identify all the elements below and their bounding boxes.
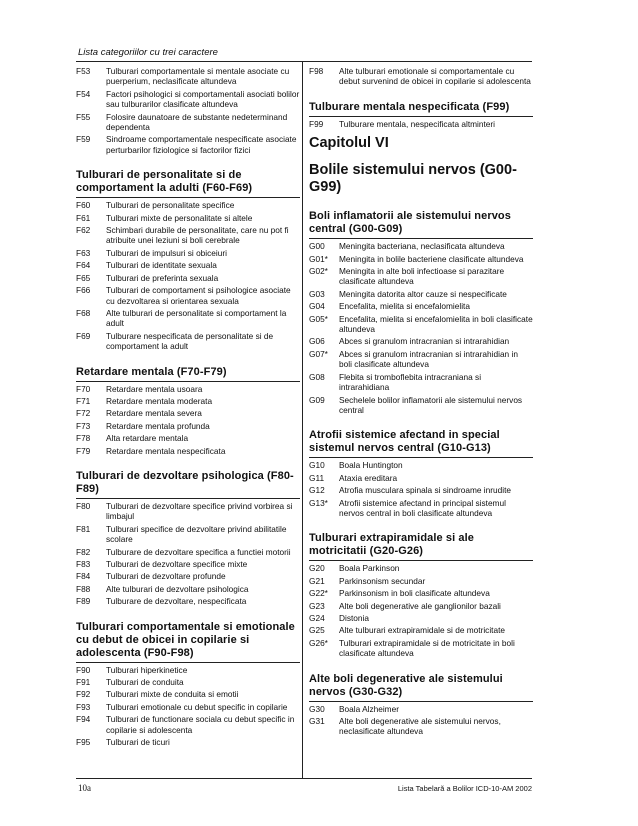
category-description: Parkinsonism secundar bbox=[339, 575, 426, 586]
category-code: F63 bbox=[76, 247, 91, 258]
category-entry bbox=[309, 395, 533, 416]
section-rule bbox=[76, 197, 300, 198]
category-entry bbox=[309, 301, 533, 311]
category-entry bbox=[309, 349, 533, 370]
category-entry bbox=[76, 571, 300, 581]
category-description: Tulburare de dezvoltare specifica a functiei motorii bbox=[106, 546, 291, 557]
chapter-title: Bolile sistemului nervos (G00-G99) bbox=[309, 162, 517, 196]
category-code: F94 bbox=[76, 714, 91, 725]
category-code: F82 bbox=[76, 546, 91, 557]
category-description: Tulburare de dezvoltare, nespecificata bbox=[106, 596, 247, 607]
category-code: F53 bbox=[76, 66, 91, 76]
category-description: Tulburari de comportament si psihologice asociate cu dezvoltarea si orientarea sexuala bbox=[106, 285, 291, 306]
category-description: Meningita in alte boli infectioase si parazitare clasificate altundeva bbox=[339, 266, 505, 287]
category-entry bbox=[76, 285, 300, 306]
category-code: F90 bbox=[76, 664, 91, 675]
category-code: F93 bbox=[76, 701, 91, 712]
category-description: Tulburari mixte de conduita si emotii bbox=[106, 689, 239, 700]
category-description: Meningita datorita altor cauze si nespecificate bbox=[339, 288, 507, 299]
category-entry bbox=[76, 260, 300, 270]
category-entry bbox=[309, 601, 533, 611]
category-code: G25 bbox=[309, 625, 325, 636]
category-description: Sindroame comportamentale nespecificate asociate perturbarilor fiziologice si factorilor fizici bbox=[106, 134, 297, 155]
category-description: Encefalita, mielita si encefalomielita bbox=[339, 301, 470, 312]
category-entry bbox=[76, 596, 300, 606]
category-description: Meningita in bolile bacteriene clasificate altundeva bbox=[339, 253, 524, 264]
category-entry bbox=[309, 314, 533, 335]
category-code: G24 bbox=[309, 612, 325, 623]
category-description: Tulburari specifice de dezvoltare privind abilitatile scolare bbox=[106, 523, 287, 545]
category-entry bbox=[76, 213, 300, 223]
category-entry bbox=[76, 665, 300, 675]
category-description: Retardare mentala severa bbox=[106, 408, 202, 419]
category-code: F64 bbox=[76, 260, 91, 271]
category-description: Tulburari de conduita bbox=[106, 677, 184, 688]
section-rule bbox=[76, 381, 300, 382]
category-entry bbox=[309, 254, 533, 264]
category-code: F65 bbox=[76, 272, 91, 283]
category-description: Ataxia ereditara bbox=[339, 472, 398, 483]
category-code: G23 bbox=[309, 600, 325, 611]
category-code: G01* bbox=[309, 253, 328, 264]
section-heading: Atrofii sistemice afectand in special sistemul nervos central (G10-G13) bbox=[309, 429, 500, 455]
category-entry bbox=[309, 473, 533, 483]
category-entry bbox=[309, 266, 533, 287]
section-heading: Tulburari comportamentale si emotionale cu debut de obicei in copilarie si adolescenta (F90-F98) bbox=[76, 620, 295, 659]
category-code: G11 bbox=[309, 472, 325, 483]
category-entry bbox=[76, 714, 300, 735]
header-rule bbox=[76, 61, 532, 62]
category-description: Tulburare nespecificata de personalitate si de comportament la adult bbox=[106, 330, 274, 352]
category-code: F73 bbox=[76, 420, 91, 431]
category-code: G09 bbox=[309, 394, 325, 405]
category-entry bbox=[76, 331, 300, 352]
category-entry bbox=[309, 704, 533, 714]
category-entry bbox=[76, 584, 300, 594]
category-description: Alta retardare mentala bbox=[106, 433, 189, 444]
category-code: G20 bbox=[309, 563, 325, 574]
category-entry bbox=[309, 289, 533, 299]
category-code: F80 bbox=[76, 500, 91, 511]
category-description: Alte tulburari de dezvoltare psihologica bbox=[106, 583, 249, 594]
category-entry bbox=[76, 433, 300, 443]
category-description: Tulburari hiperkinetice bbox=[106, 664, 188, 675]
category-entry bbox=[76, 408, 300, 418]
category-code: F71 bbox=[76, 395, 91, 406]
category-entry bbox=[309, 66, 533, 87]
category-code: F81 bbox=[76, 523, 91, 534]
category-description: Folosire daunatoare de substante nedeterminand dependenta bbox=[106, 111, 288, 133]
category-entry bbox=[76, 384, 300, 394]
left-column bbox=[76, 66, 300, 749]
right-column bbox=[309, 66, 533, 739]
category-entry bbox=[309, 498, 533, 519]
category-description: Alte boli degenerative ale ganglionilor bazali bbox=[339, 600, 501, 611]
category-entry bbox=[309, 588, 533, 598]
category-description: Tulburari emotionale cu debut specific in copilarie bbox=[106, 701, 288, 712]
category-code: F98 bbox=[309, 66, 324, 76]
section-rule bbox=[309, 238, 533, 239]
category-description: Tulburari de dezvoltare specifice mixte bbox=[106, 559, 248, 569]
category-code: F68 bbox=[76, 307, 91, 318]
category-description: Flebita si tromboflebita intracraniana si intrarahidiana bbox=[339, 371, 482, 393]
category-entry bbox=[309, 460, 533, 470]
category-description: Tulburari de preferinta sexuala bbox=[106, 272, 219, 283]
category-description: Tulburari de personalitate specifice bbox=[106, 200, 235, 211]
category-code: G12 bbox=[309, 485, 325, 496]
category-entry bbox=[309, 372, 533, 393]
section-rule bbox=[76, 662, 300, 663]
category-description: Alte tulburari extrapiramidale si de motricitate bbox=[339, 625, 506, 636]
category-description: Retardare mentala profunda bbox=[106, 420, 210, 431]
category-description: Tulburari extrapiramidale si de motricitate in boli clasificate altundeva bbox=[339, 637, 515, 659]
category-description: Tulburari de ticuri bbox=[106, 737, 170, 748]
category-entry bbox=[76, 677, 300, 687]
category-description: Encefalita, mielita si encefalomielita in boli clasificate altundeva bbox=[339, 313, 533, 335]
category-code: F66 bbox=[76, 285, 91, 296]
category-entry bbox=[309, 336, 533, 346]
category-code: F89 bbox=[76, 596, 91, 607]
section-heading: Retardare mentala (F70-F79) bbox=[76, 365, 227, 378]
category-code: F62 bbox=[76, 225, 91, 236]
category-code: F69 bbox=[76, 330, 91, 341]
section-rule bbox=[309, 116, 533, 117]
section-heading: Boli inflamatorii ale sistemului nervos central (G00-G09) bbox=[309, 210, 511, 236]
category-code: G06 bbox=[309, 336, 325, 347]
category-entry bbox=[76, 547, 300, 557]
category-entry bbox=[76, 702, 300, 712]
category-entry bbox=[76, 737, 300, 747]
category-description: Tulburari de impulsuri si obiceiuri bbox=[106, 247, 227, 258]
section-heading: Tulburari de personalitate si de comportament la adulti (F60-F69) bbox=[76, 169, 253, 195]
category-code: F99 bbox=[309, 118, 324, 129]
category-entry bbox=[76, 134, 300, 155]
category-entry bbox=[309, 613, 533, 623]
category-entry bbox=[76, 225, 300, 246]
section-heading: Alte boli degenerative ale sistemului nervos (G30-G32) bbox=[309, 672, 503, 698]
category-entry bbox=[76, 308, 300, 329]
category-entry bbox=[76, 446, 300, 456]
category-description: Atrofia musculara spinala si sindroame inrudite bbox=[339, 485, 512, 496]
category-code: G04 bbox=[309, 301, 325, 312]
category-code: G02* bbox=[309, 266, 328, 277]
category-entry bbox=[76, 66, 300, 87]
category-code: F70 bbox=[76, 383, 91, 394]
category-code: F91 bbox=[76, 677, 91, 688]
category-description: Retardare mentala nespecificata bbox=[106, 445, 226, 456]
category-code: F60 bbox=[76, 200, 91, 211]
category-code: G30 bbox=[309, 703, 325, 714]
section-heading: Tulburari de dezvoltare psihologica (F80-F89) bbox=[76, 469, 294, 495]
category-entry bbox=[309, 119, 533, 129]
section-rule bbox=[76, 498, 300, 499]
category-description: Boala Huntington bbox=[339, 460, 403, 471]
category-code: F88 bbox=[76, 583, 91, 594]
category-description: Tulburari mixte de personalitate si altele bbox=[106, 212, 253, 223]
category-code: F79 bbox=[76, 445, 91, 456]
category-entry bbox=[76, 200, 300, 210]
category-description: Meningita bacteriana, neclasificata altundeva bbox=[339, 241, 505, 252]
category-entry bbox=[309, 563, 533, 573]
category-description: Tulburare mentala, nespecificata altminteri bbox=[339, 118, 496, 129]
category-description: Schimbari durabile de personalitate, care nu pot fi atribuite unei leziuni si boli cerebrale bbox=[106, 225, 289, 246]
section-rule bbox=[309, 701, 533, 702]
category-code: F61 bbox=[76, 212, 91, 223]
category-code: G26* bbox=[309, 637, 328, 648]
running-header-title: Lista categoriilor cu trei caractere bbox=[78, 47, 218, 58]
category-code: G03 bbox=[309, 288, 325, 299]
category-entry bbox=[309, 241, 533, 251]
category-entry bbox=[76, 89, 300, 110]
category-code: F78 bbox=[76, 433, 91, 444]
category-code: G10 bbox=[309, 460, 325, 471]
category-entry bbox=[309, 716, 533, 737]
category-description: Retardare mentala moderata bbox=[106, 395, 213, 406]
category-code: F54 bbox=[76, 88, 91, 99]
footer-rule bbox=[76, 778, 532, 779]
footer-source: Lista Tabelară a Bolilor ICD-10-AM 2002 bbox=[397, 784, 532, 793]
category-code: F84 bbox=[76, 571, 91, 582]
category-entry bbox=[309, 485, 533, 495]
category-description: Tulburari de functionare sociala cu debut specific in copilarie si adolescenta bbox=[106, 714, 295, 735]
category-description: Tulburari de identitate sexuala bbox=[106, 260, 217, 271]
category-code: G00 bbox=[309, 241, 325, 252]
category-description: Retardare mentala usoara bbox=[106, 383, 203, 394]
category-description: Abces si granulom intracranian si intrarahidian bbox=[339, 336, 510, 347]
category-description: Sechelele bolilor inflamatorii ale sistemului nervos central bbox=[339, 394, 523, 415]
category-description: Alte boli degenerative ale sistemului nervos, neclasificate altundeva bbox=[339, 716, 501, 737]
category-description: Boala Parkinson bbox=[339, 563, 400, 574]
chapter-label: Capitolul VI bbox=[309, 135, 389, 152]
category-entry bbox=[309, 638, 533, 659]
category-code: G07* bbox=[309, 348, 328, 359]
category-code: G21 bbox=[309, 575, 325, 586]
section-heading: Tulburare mentala nespecificata (F99) bbox=[309, 100, 510, 113]
category-entry bbox=[76, 112, 300, 133]
category-description: Atrofii sistemice afectand in principal sistemul nervos central in boli clasificate altundeva bbox=[339, 497, 506, 518]
section-rule bbox=[309, 457, 533, 458]
category-description: Parkinsonism in boli clasificate altundeva bbox=[339, 588, 490, 599]
category-entry bbox=[76, 524, 300, 545]
category-description: Boala Alzheimer bbox=[339, 703, 399, 714]
category-description: Tulburari de dezvoltare specifice privind vorbirea si limbajul bbox=[106, 500, 293, 522]
category-description: Factori psihologici si comportamentali asociati bolilor sau tulburarilor clasificate altundeva bbox=[106, 88, 300, 110]
category-code: F83 bbox=[76, 559, 91, 569]
category-entry bbox=[76, 689, 300, 699]
category-code: F95 bbox=[76, 737, 91, 748]
category-description: Distonia bbox=[339, 612, 369, 623]
category-entry bbox=[76, 273, 300, 283]
category-code: G05* bbox=[309, 313, 328, 324]
category-entry bbox=[76, 501, 300, 522]
category-description: Abces si granulom intracranian si intrarahidian in boli clasificate altundeva bbox=[339, 348, 518, 370]
category-code: G13* bbox=[309, 497, 328, 508]
category-code: G08 bbox=[309, 371, 325, 382]
category-entry bbox=[76, 421, 300, 431]
category-code: F72 bbox=[76, 408, 91, 419]
category-code: F92 bbox=[76, 689, 91, 700]
category-code: G31 bbox=[309, 716, 325, 726]
category-description: Alte tulburari emotionale si comportamentale cu debut survenind de obicei in copilarie si adolescenta bbox=[339, 66, 531, 87]
section-heading: Tulburari extrapiramidale si ale motricitatii (G20-G26) bbox=[309, 532, 475, 558]
category-description: Alte tulburari de personalitate si comportament la adult bbox=[106, 307, 287, 329]
category-entry bbox=[76, 396, 300, 406]
category-code: F59 bbox=[76, 134, 91, 145]
category-entry bbox=[76, 248, 300, 258]
category-code: G22* bbox=[309, 588, 328, 599]
category-entry bbox=[309, 625, 533, 635]
section-rule bbox=[309, 560, 533, 561]
category-entry bbox=[76, 559, 300, 569]
category-description: Tulburari comportamentale si mentale asociate cu puerperium, neclasificate altundeva bbox=[106, 66, 290, 87]
page-number: 10a bbox=[78, 783, 91, 793]
category-entry bbox=[309, 576, 533, 586]
category-description: Tulburari de dezvoltare profunde bbox=[106, 571, 226, 582]
column-divider bbox=[302, 62, 303, 779]
category-code: F55 bbox=[76, 111, 91, 122]
